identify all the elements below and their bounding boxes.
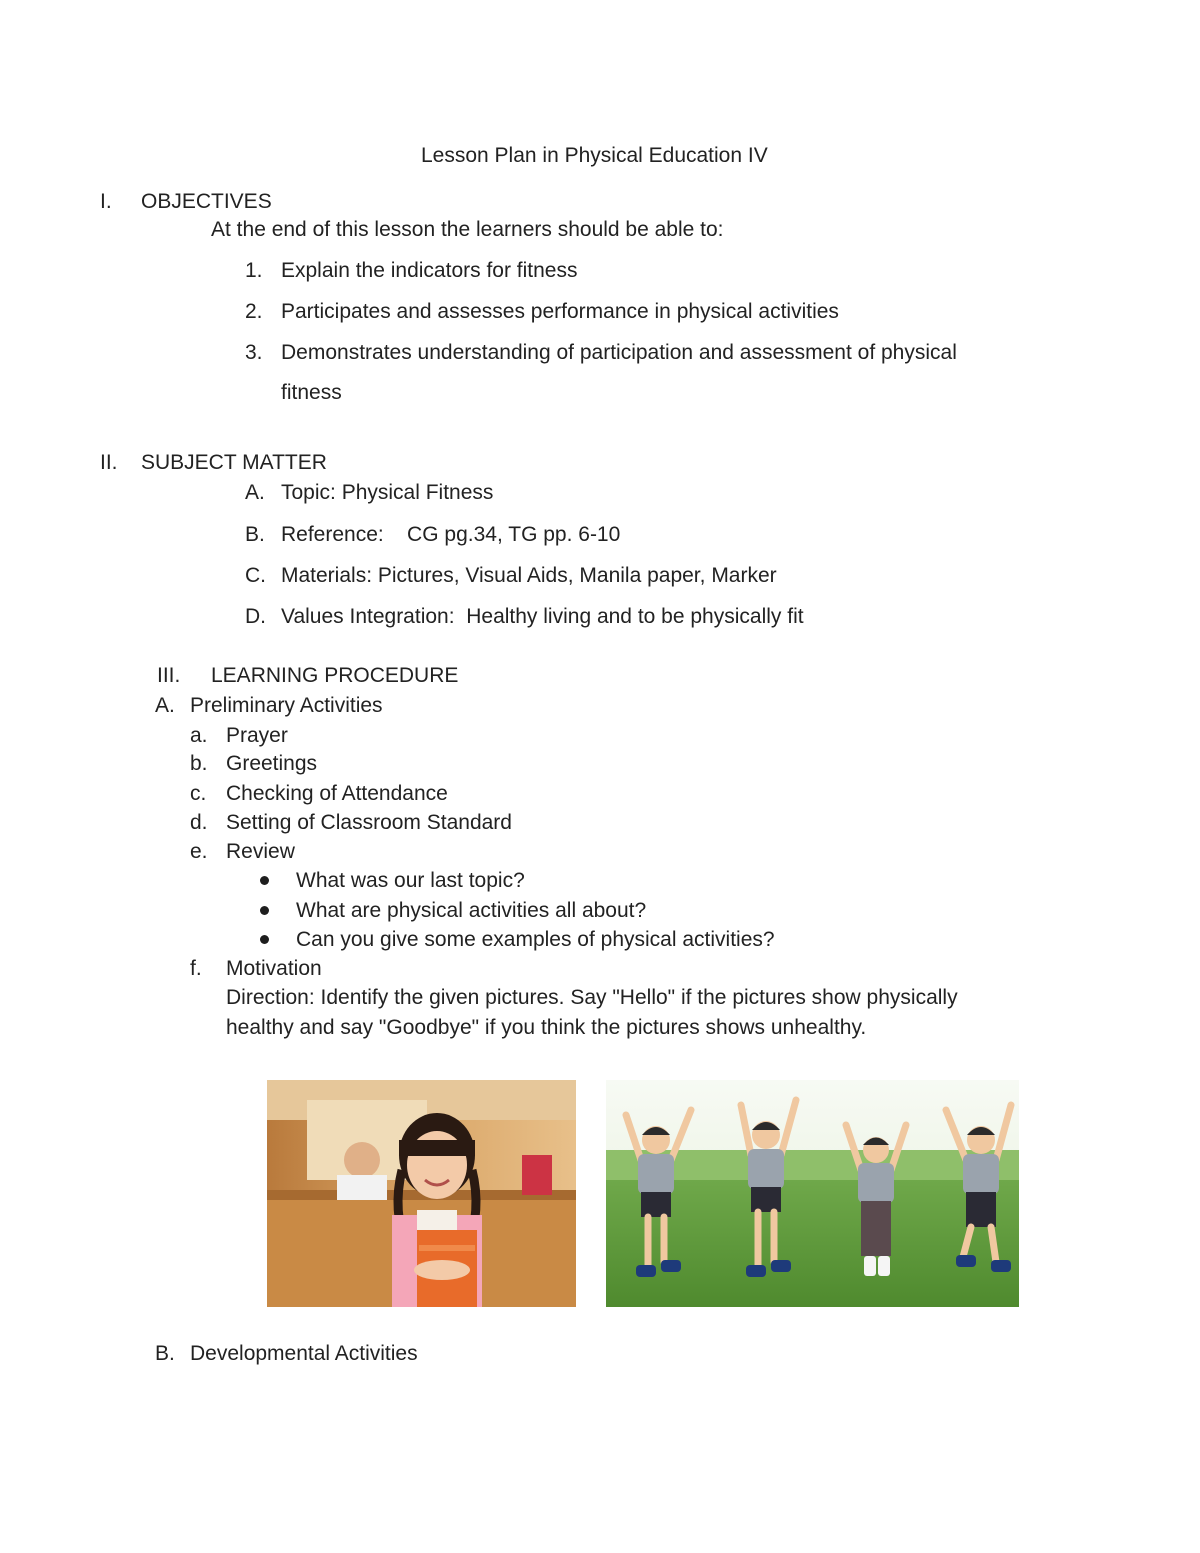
- list-letter: d.: [190, 811, 208, 834]
- learning-procedure-heading: LEARNING PROCEDURE: [211, 664, 459, 687]
- list-item: Explain the indicators for fitness: [281, 259, 578, 282]
- list-item: Setting of Classroom Standard: [226, 811, 512, 834]
- list-item: Checking of Attendance: [226, 782, 448, 805]
- list-number: 3.: [245, 341, 263, 364]
- list-letter: C.: [245, 564, 266, 587]
- section-numeral: I.: [100, 190, 112, 213]
- bullet-icon: [260, 906, 269, 915]
- list-letter: e.: [190, 840, 208, 863]
- list-letter: f.: [190, 957, 202, 980]
- list-item-continuation: fitness: [281, 381, 342, 404]
- section-numeral: III.: [157, 664, 181, 687]
- list-letter: A.: [155, 694, 175, 717]
- subject-matter-heading: SUBJECT MATTER: [141, 451, 327, 474]
- list-letter: c.: [190, 782, 207, 805]
- list-item: Participates and assesses performance in physical activities: [281, 300, 839, 323]
- list-item: Prayer: [226, 724, 288, 747]
- preliminary-heading: Preliminary Activities: [190, 694, 383, 717]
- list-item: Greetings: [226, 752, 318, 775]
- list-item: Topic: Physical Fitness: [281, 481, 494, 504]
- list-item: Review: [226, 840, 295, 863]
- motivation-direction: Direction: Identify the given pictures. Say "Hello" if the pictures show physically: [226, 986, 958, 1009]
- motivation-heading: Motivation: [226, 957, 322, 980]
- review-question: What was our last topic?: [296, 869, 525, 892]
- list-item: Materials: Pictures, Visual Aids, Manila paper, Marker: [281, 564, 777, 587]
- developmental-heading: Developmental Activities: [190, 1342, 418, 1365]
- list-item: Demonstrates understanding of participation and assessment of physical: [281, 341, 957, 364]
- list-item: Values Integration: Healthy living and to be physically fit: [281, 605, 804, 628]
- objectives-heading: OBJECTIVES: [141, 190, 272, 213]
- list-letter: A.: [245, 481, 265, 504]
- motivation-direction: healthy and say "Goodbye" if you think the pictures shows unhealthy.: [226, 1016, 867, 1039]
- girl-with-book-photo-icon: [267, 1080, 576, 1307]
- bullet-icon: [260, 876, 269, 885]
- list-letter: B.: [155, 1342, 175, 1365]
- children-jumping-photo-icon: [606, 1080, 1019, 1307]
- list-letter: B.: [245, 523, 265, 546]
- page-title: Lesson Plan in Physical Education IV: [421, 144, 768, 167]
- objectives-intro: At the end of this lesson the learners should be able to:: [211, 218, 724, 241]
- list-number: 2.: [245, 300, 263, 323]
- list-item: Reference: CG pg.34, TG pp. 6-10: [281, 523, 621, 546]
- bullet-icon: [260, 935, 269, 944]
- section-numeral: II.: [100, 451, 118, 474]
- list-letter: b.: [190, 752, 208, 775]
- review-question: Can you give some examples of physical activities?: [296, 928, 775, 951]
- list-number: 1.: [245, 259, 263, 282]
- review-question: What are physical activities all about?: [296, 899, 647, 922]
- list-letter: a.: [190, 724, 208, 747]
- list-letter: D.: [245, 605, 266, 628]
